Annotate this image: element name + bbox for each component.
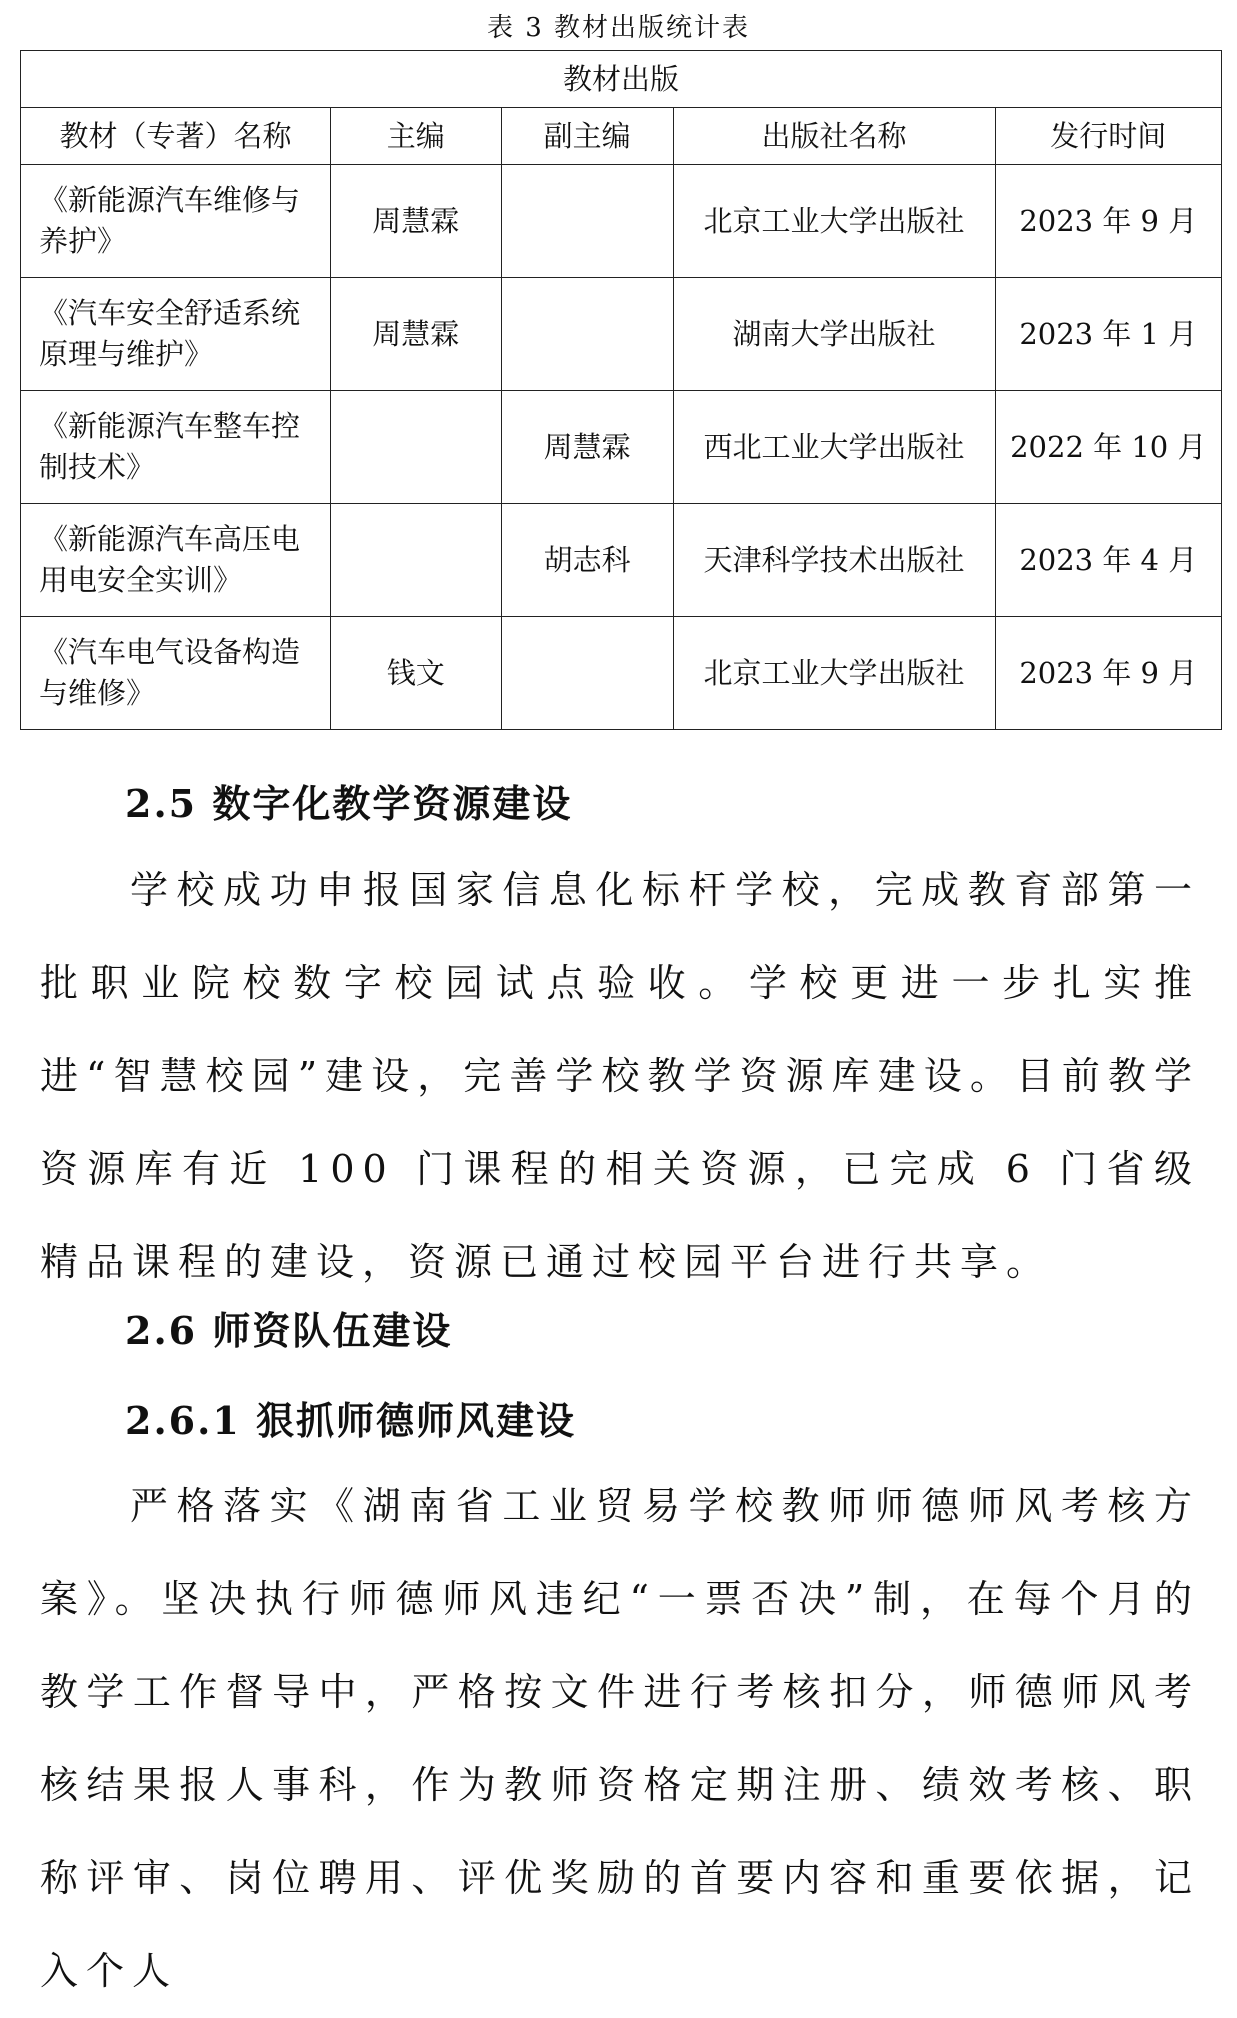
table-group-header: 教材出版 <box>21 51 1222 108</box>
column-header-date: 发行时间 <box>995 108 1221 165</box>
column-header-editor: 主编 <box>330 108 501 165</box>
table-row <box>21 617 1222 730</box>
editor-cell: 钱文 <box>330 617 501 730</box>
date-cell: 2023 年 1 月 <box>995 278 1221 391</box>
publisher-cell: 西北工业大学出版社 <box>673 391 995 504</box>
table-row <box>21 165 1222 278</box>
publisher-cell: 天津科学技术出版社 <box>673 504 995 617</box>
section-paragraph-2-6-1: 严格落实《湖南省工业贸易学校教师师德师风考核方案》。坚决执行师德师风违纪“一票否决”制，在每个月的教学工作督导中，严格按文件进行考核扣分，师德师风考核结果报人事科，作为教师资格定期注册、绩效考核、职称评审、岗位聘用、评优奖励的首要内容和重要依据，记入个人 <box>40 1484 1200 1993</box>
table-row <box>21 278 1222 391</box>
column-header-publisher: 出版社名称 <box>673 108 995 165</box>
date-cell: 2023 年 4 月 <box>995 504 1221 617</box>
column-header-title: 教材（专著）名称 <box>21 108 331 165</box>
column-header-deputy-editor: 副主编 <box>501 108 673 165</box>
publisher-cell: 北京工业大学出版社 <box>673 617 995 730</box>
table-row <box>21 504 1222 617</box>
date-cell: 2022 年 10 月 <box>995 391 1221 504</box>
editor-cell <box>330 504 501 617</box>
section-heading-2-5: 2.5 数字化教学资源建设 <box>125 781 573 826</box>
book-title-cell: 《汽车安全舒适系统原理与维护》 <box>21 278 331 391</box>
table-caption: 表 3 教材出版统计表 <box>486 13 751 43</box>
deputy-editor-cell <box>501 165 673 278</box>
textbook-publication-table <box>20 50 1222 730</box>
publisher-cell: 湖南大学出版社 <box>673 278 995 391</box>
book-title-cell: 《新能源汽车高压电用电安全实训》 <box>21 504 331 617</box>
editor-cell <box>330 391 501 504</box>
editor-cell: 周慧霖 <box>330 278 501 391</box>
date-cell: 2023 年 9 月 <box>995 165 1221 278</box>
book-title-cell: 《汽车电气设备构造与维修》 <box>21 617 331 730</box>
book-title-cell: 《新能源汽车整车控制技术》 <box>21 391 331 504</box>
date-cell: 2023 年 9 月 <box>995 617 1221 730</box>
editor-cell: 周慧霖 <box>330 165 501 278</box>
deputy-editor-cell: 周慧霖 <box>501 391 673 504</box>
book-title-cell: 《新能源汽车维修与养护》 <box>21 165 331 278</box>
section-paragraph-2-5: 学校成功申报国家信息化标杆学校，完成教育部第一批职业院校数字校园试点验收。学校更进一步扎实推进“智慧校园”建设，完善学校教学资源库建设。目前教学资源库有近 100 门课程的相关资源，已完成 6 门省级精品课程的建设，资源已通过校园平台进行共享。 <box>40 868 1200 1284</box>
section-heading-2-6-1: 2.6.1 狠抓师德师风建设 <box>125 1398 577 1443</box>
publisher-cell: 北京工业大学出版社 <box>673 165 995 278</box>
deputy-editor-cell: 胡志科 <box>501 504 673 617</box>
table-row <box>21 391 1222 504</box>
section-heading-2-6: 2.6 师资队伍建设 <box>125 1308 453 1353</box>
deputy-editor-cell <box>501 278 673 391</box>
deputy-editor-cell <box>501 617 673 730</box>
